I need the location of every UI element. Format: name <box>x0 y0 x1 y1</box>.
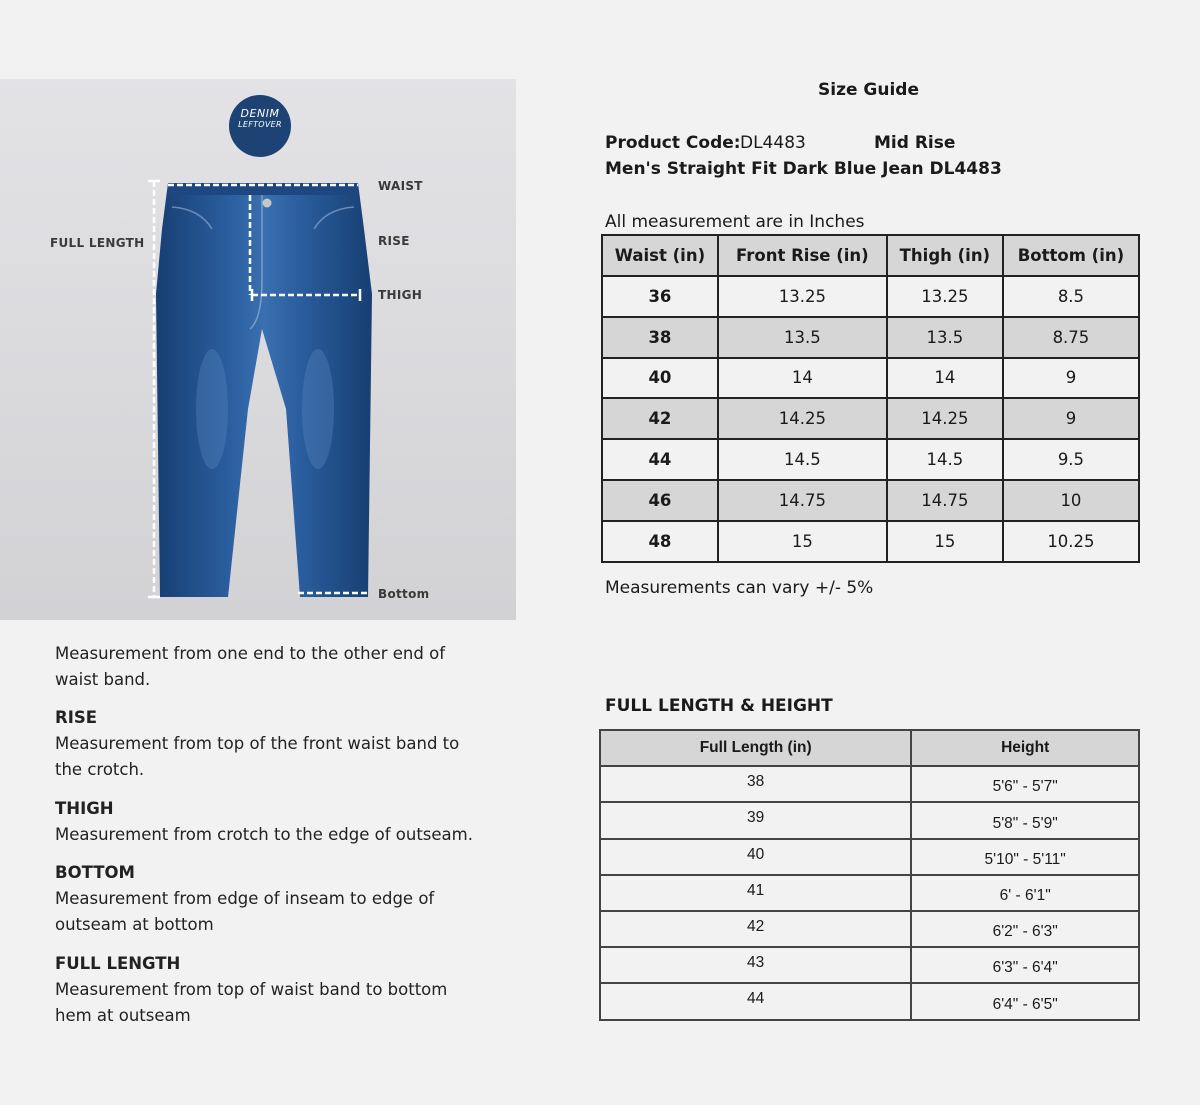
page-title: Size Guide <box>818 80 919 100</box>
length-section-title: FULL LENGTH & HEIGHT <box>605 696 833 716</box>
rise-description: Measurement from top of the front waist band to the crotch. <box>55 734 460 779</box>
bottom-cell: 10.25 <box>1003 521 1139 562</box>
height-cell: 6' - 6'1" <box>911 875 1139 911</box>
jeans-shape <box>156 183 372 597</box>
logo-line-2: LEFTOVER <box>238 120 282 129</box>
table-row <box>600 947 1139 983</box>
full-length-description: Measurement from top of waist band to bottom hem at outseam <box>55 980 448 1025</box>
table-row <box>600 911 1139 947</box>
waist-cell: 42 <box>602 398 718 439</box>
rise-heading: RISE <box>55 708 97 727</box>
full-length-cell: 38 <box>600 766 911 802</box>
full-length-label: FULL LENGTH <box>50 236 145 250</box>
thigh-cell: 14 <box>887 358 1003 399</box>
rise-cell: 14.25 <box>718 398 887 439</box>
thigh-cell: 14.75 <box>887 480 1003 521</box>
product-code-label: Product Code: <box>605 133 741 153</box>
bottom-description: Measurement from edge of inseam to edge of outseam at bottom <box>55 889 435 934</box>
header-full-length: Full Length (in) <box>600 730 911 766</box>
rise-cell: 15 <box>718 521 887 562</box>
table-row <box>600 802 1139 838</box>
thigh-description: Measurement from crotch to the edge of outseam. <box>55 825 473 844</box>
rise-cell: 14 <box>718 358 887 399</box>
table-row <box>602 276 1139 317</box>
length-height-table <box>599 729 1140 1021</box>
waist-cell: 44 <box>602 439 718 480</box>
logo-line-1: DENIM <box>240 107 280 120</box>
thigh-cell: 15 <box>887 521 1003 562</box>
header-thigh: Thigh (in) <box>887 235 1003 276</box>
full-length-cell: 43 <box>600 947 911 983</box>
thigh-cell: 13.5 <box>887 317 1003 358</box>
full-length-heading: FULL LENGTH <box>55 954 181 973</box>
waist-label: WAIST <box>378 179 423 193</box>
thigh-heading: THIGH <box>55 799 114 818</box>
waist-cell: 46 <box>602 480 718 521</box>
size-table <box>601 234 1140 563</box>
thigh-cell: 14.5 <box>887 439 1003 480</box>
full-length-cell: 40 <box>600 839 911 875</box>
button <box>263 199 272 208</box>
size-table-header <box>602 235 1139 276</box>
table-row <box>600 766 1139 802</box>
rise-type: Mid Rise <box>874 133 956 153</box>
height-cell: 5'10" - 5'11" <box>911 839 1139 875</box>
waist-cell: 40 <box>602 358 718 399</box>
length-table-header <box>600 730 1139 766</box>
full-length-cell: 44 <box>600 983 911 1019</box>
rise-cell: 13.25 <box>718 276 887 317</box>
height-cell: 6'3" - 6'4" <box>911 947 1139 983</box>
table-row <box>600 875 1139 911</box>
waist-description: Measurement from one end to the other end of waist band. <box>55 644 446 689</box>
bottom-cell: 9 <box>1003 358 1139 399</box>
full-length-cell: 41 <box>600 875 911 911</box>
rise-cell: 13.5 <box>718 317 887 358</box>
bottom-cell: 9 <box>1003 398 1139 439</box>
header-height: Height <box>911 730 1139 766</box>
rise-cell: 14.5 <box>718 439 887 480</box>
table-row <box>602 317 1139 358</box>
thigh-cell: 13.25 <box>887 276 1003 317</box>
waist-cell: 48 <box>602 521 718 562</box>
height-cell: 5'8" - 5'9" <box>911 802 1139 838</box>
table-row <box>602 439 1139 480</box>
waist-cell: 36 <box>602 276 718 317</box>
height-cell: 5'6" - 5'7" <box>911 766 1139 802</box>
table-row <box>600 839 1139 875</box>
table-row <box>602 521 1139 562</box>
header-bottom: Bottom (in) <box>1003 235 1139 276</box>
full-length-cell: 42 <box>600 911 911 947</box>
table-row <box>602 480 1139 521</box>
thigh-cell: 14.25 <box>887 398 1003 439</box>
bottom-label: Bottom <box>378 587 430 601</box>
units-note: All measurement are in Inches <box>605 212 865 232</box>
height-cell: 6'4" - 6'5" <box>911 983 1139 1019</box>
rise-cell: 14.75 <box>718 480 887 521</box>
brand-logo <box>229 95 291 157</box>
bottom-cell: 8.5 <box>1003 276 1139 317</box>
bottom-cell: 10 <box>1003 480 1139 521</box>
header-front-rise: Front Rise (in) <box>718 235 887 276</box>
bottom-heading: BOTTOM <box>55 863 135 882</box>
jeans-diagram <box>0 79 516 620</box>
table-row <box>600 983 1139 1019</box>
header-waist: Waist (in) <box>602 235 718 276</box>
rise-label: RISE <box>378 234 410 248</box>
height-cell: 6'2" - 6'3" <box>911 911 1139 947</box>
bottom-cell: 8.75 <box>1003 317 1139 358</box>
product-code: DL4483 <box>740 133 806 153</box>
waist-cell: 38 <box>602 317 718 358</box>
table-row <box>602 398 1139 439</box>
variance-note: Measurements can vary +/- 5% <box>605 578 874 598</box>
thigh-label: THIGH <box>378 288 423 302</box>
bottom-cell: 9.5 <box>1003 439 1139 480</box>
table-row <box>602 358 1139 399</box>
product-name: Men's Straight Fit Dark Blue Jean DL4483 <box>605 159 1002 179</box>
full-length-cell: 39 <box>600 802 911 838</box>
